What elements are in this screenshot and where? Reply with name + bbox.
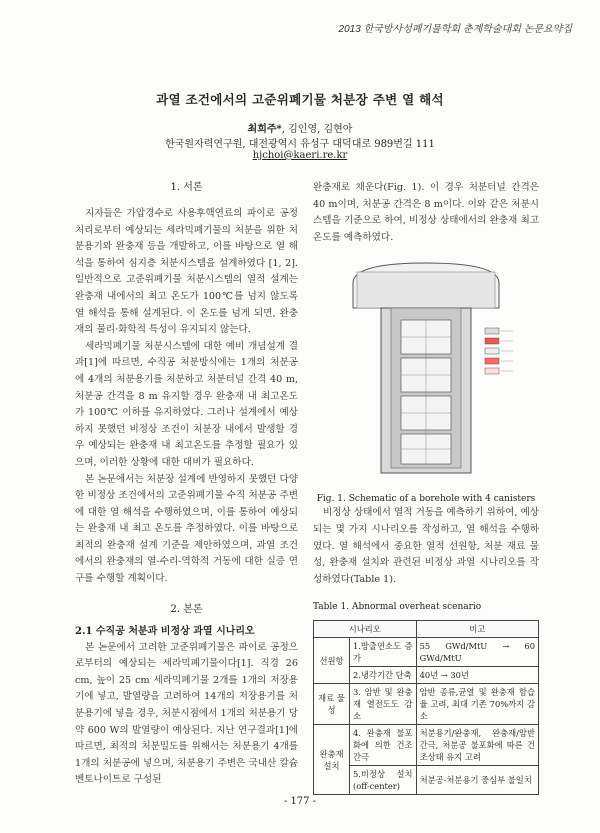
table-caption: Table 1. Abnormal overheat scenario — [313, 602, 482, 613]
intro-paragraph-1: 지자들은 가압경수로 사용후핵연료의 파이로 공정처리로부터 예상되는 세라믹폐기물의 처분을 위한 처분용기와 완충재 등을 개발하고, 이를 바탕으로 열 해석을 통하여 심지층 처분시스템을 설계하였다 [1, 2]. 일반적으로 고준위폐기물 처분시스템의 열적 설계는 완충재 내에서의 최고 온도가 100℃를 넘지 않도록 열 해석을 통해 설계된다. 이 온도를 넘게 되면, 완충재의 물리·화학적 특성이 유지되지 않는다. — [75, 208, 298, 336]
table-category-installation: 완충재 설치 — [314, 725, 350, 795]
section-intro-title: 1. 서론 — [170, 182, 203, 193]
table-row — [314, 725, 539, 766]
intro-paragraph-2: 세라믹폐기물 처분시스템에 대한 예비 개념설계 결과[1]에 따르면, 수직공 처분방식에는 1개의 처분공에 4개의 처분용기를 처분하고 처분터널 간격 40 m, 처분공 간격을 8 m 유지할 경우 완충재 내 최고온도가 100℃ 이하를 유지하였다. 그러나 설계에서 예상하지 못했던 비정상 조건이 처분장 내에서 발생할 경우 예상되는 완충재 내 최고온도를 추정할 필요가 있으며, 이러한 상황에 대한 대비가 필요하다. — [75, 340, 298, 468]
table-header-remarks: 비고 — [416, 621, 538, 638]
borehole-schematic — [313, 258, 539, 483]
table-header-row — [314, 621, 539, 638]
conference-header: 2013 한국방사성폐기물학회 춘계학술대회 논문요약집 — [338, 24, 572, 35]
borehole-figure — [313, 258, 539, 504]
scenario-table — [313, 620, 539, 795]
table-cell: 5.비정상 설치 (off-center) — [350, 766, 417, 795]
page-number: - 177 - — [283, 796, 317, 807]
co-authors: , 김인영, 김현아 — [281, 124, 353, 135]
paper-title: 과열 조건에서의 고준위폐기물 처분장 주변 열 해석 — [156, 92, 444, 107]
email — [0, 150, 600, 161]
table-category-material: 재료 물성 — [314, 684, 350, 725]
table-cell: 2.냉각기간 단축 — [350, 667, 417, 684]
authors — [0, 120, 600, 135]
table-cell: 3. 암반 및 완충재 열전도도 감소 — [350, 684, 417, 725]
body-paragraph-1: 본 논문에서 고려한 고준위폐기물은 파이로 공정으로부터의 예상되는 세라믹폐기물이다[1]. 직경 26 cm, 높이 25 cm 세라믹폐기물 2개를 1개의 저장용기에 넣고, 발열량을 고려하여 14개의 저장용기를 처분용기에 넣을 경우, 처분시점에서 1개의 처분용기 당 약 600 W의 발열량이 예상된다. 지난 연구결과[1]에 따르면, 최적의 처분밀도를 위해서는 처분용기 4개를 1개의 처분공에 넣으며, 처분용기 주변은 국내산 칼슘 벤토나이트로 구성된 — [75, 641, 298, 786]
body-paragraph-3: 비정상 상태에서 열적 거동을 예측하기 위하여, 예상되는 몇 가지 시나리오를 작성하고, 열 해석을 수행하였다. 열 해석에서 중요한 열적 선원항, 처분 재료 물성, 완충재 설치와 관련된 비정상 과열 시나리오를 작성하였다(Table 1). — [313, 507, 539, 585]
left-column — [75, 180, 298, 789]
right-column — [313, 180, 539, 795]
corresponding-author: 최희주* — [247, 124, 282, 135]
figure-caption: Fig. 1. Schematic of a borehole with 4 canisters — [316, 493, 536, 504]
table-header-scenario: 시나리오 — [314, 621, 417, 638]
intro-paragraph-3: 본 논문에서는 처분장 설계에 반영하지 못했던 다양한 비정상 조건에서의 고준위폐기물 수직 처분공 주변에 대한 열 해석을 수행하였으며, 이를 통하여 예상되는 완충재 내 최고 온도를 추정하였다. 이를 바탕으로 최적의 완충재 설계 기준을 제안하였으며, 과열 조건에서의 완충재의 열-수리-역학적 거동에 대한 실증 연구를 수행할 계획이다. — [75, 473, 298, 585]
subsection-title: 2.1 수직공 처분과 비정상 과열 시나리오 — [75, 625, 255, 637]
table-cell: 40년 → 30년 — [416, 667, 538, 684]
table-cell: 암반 종류,균열 및 완충재 함습율 고려, 최대 기존 70%까지 감소 — [416, 684, 538, 725]
table-cell: 1.방출연소도 증가 — [350, 638, 417, 667]
affiliation: 한국원자력연구원, 대전광역시 유성구 대덕대로 989번길 111 — [165, 139, 435, 150]
table-row — [314, 684, 539, 725]
table-cell: 55 GWd/MtU → 60 GWd/MtU — [416, 638, 538, 667]
table-cell: 처분공-처분용기 중심부 불일치 — [416, 766, 538, 795]
table-cell: 4. 완충재 불포화에 의한 건조 간극 — [350, 725, 417, 766]
table-cell: 처분용기/완충재, 완충재/암반 간극, 처분공 불포화에 따른 건조상태 유지 고려 — [416, 725, 538, 766]
section-body-title: 2. 본론 — [170, 603, 203, 615]
table-category-source: 선원항 — [314, 638, 350, 684]
body-paragraph-2: 완충재로 채운다(Fig. 1). 이 경우 처분터널 간격은 40 m이며, 처분공 간격은 8 m이다. 이와 같은 처분시스템을 기준으로 하여, 비정상 상태에서의 완충재 최고온도를 예측하였다. — [313, 182, 539, 243]
table-row — [314, 638, 539, 667]
email-link[interactable]: hjchoi@kaeri.re.kr — [252, 150, 348, 161]
